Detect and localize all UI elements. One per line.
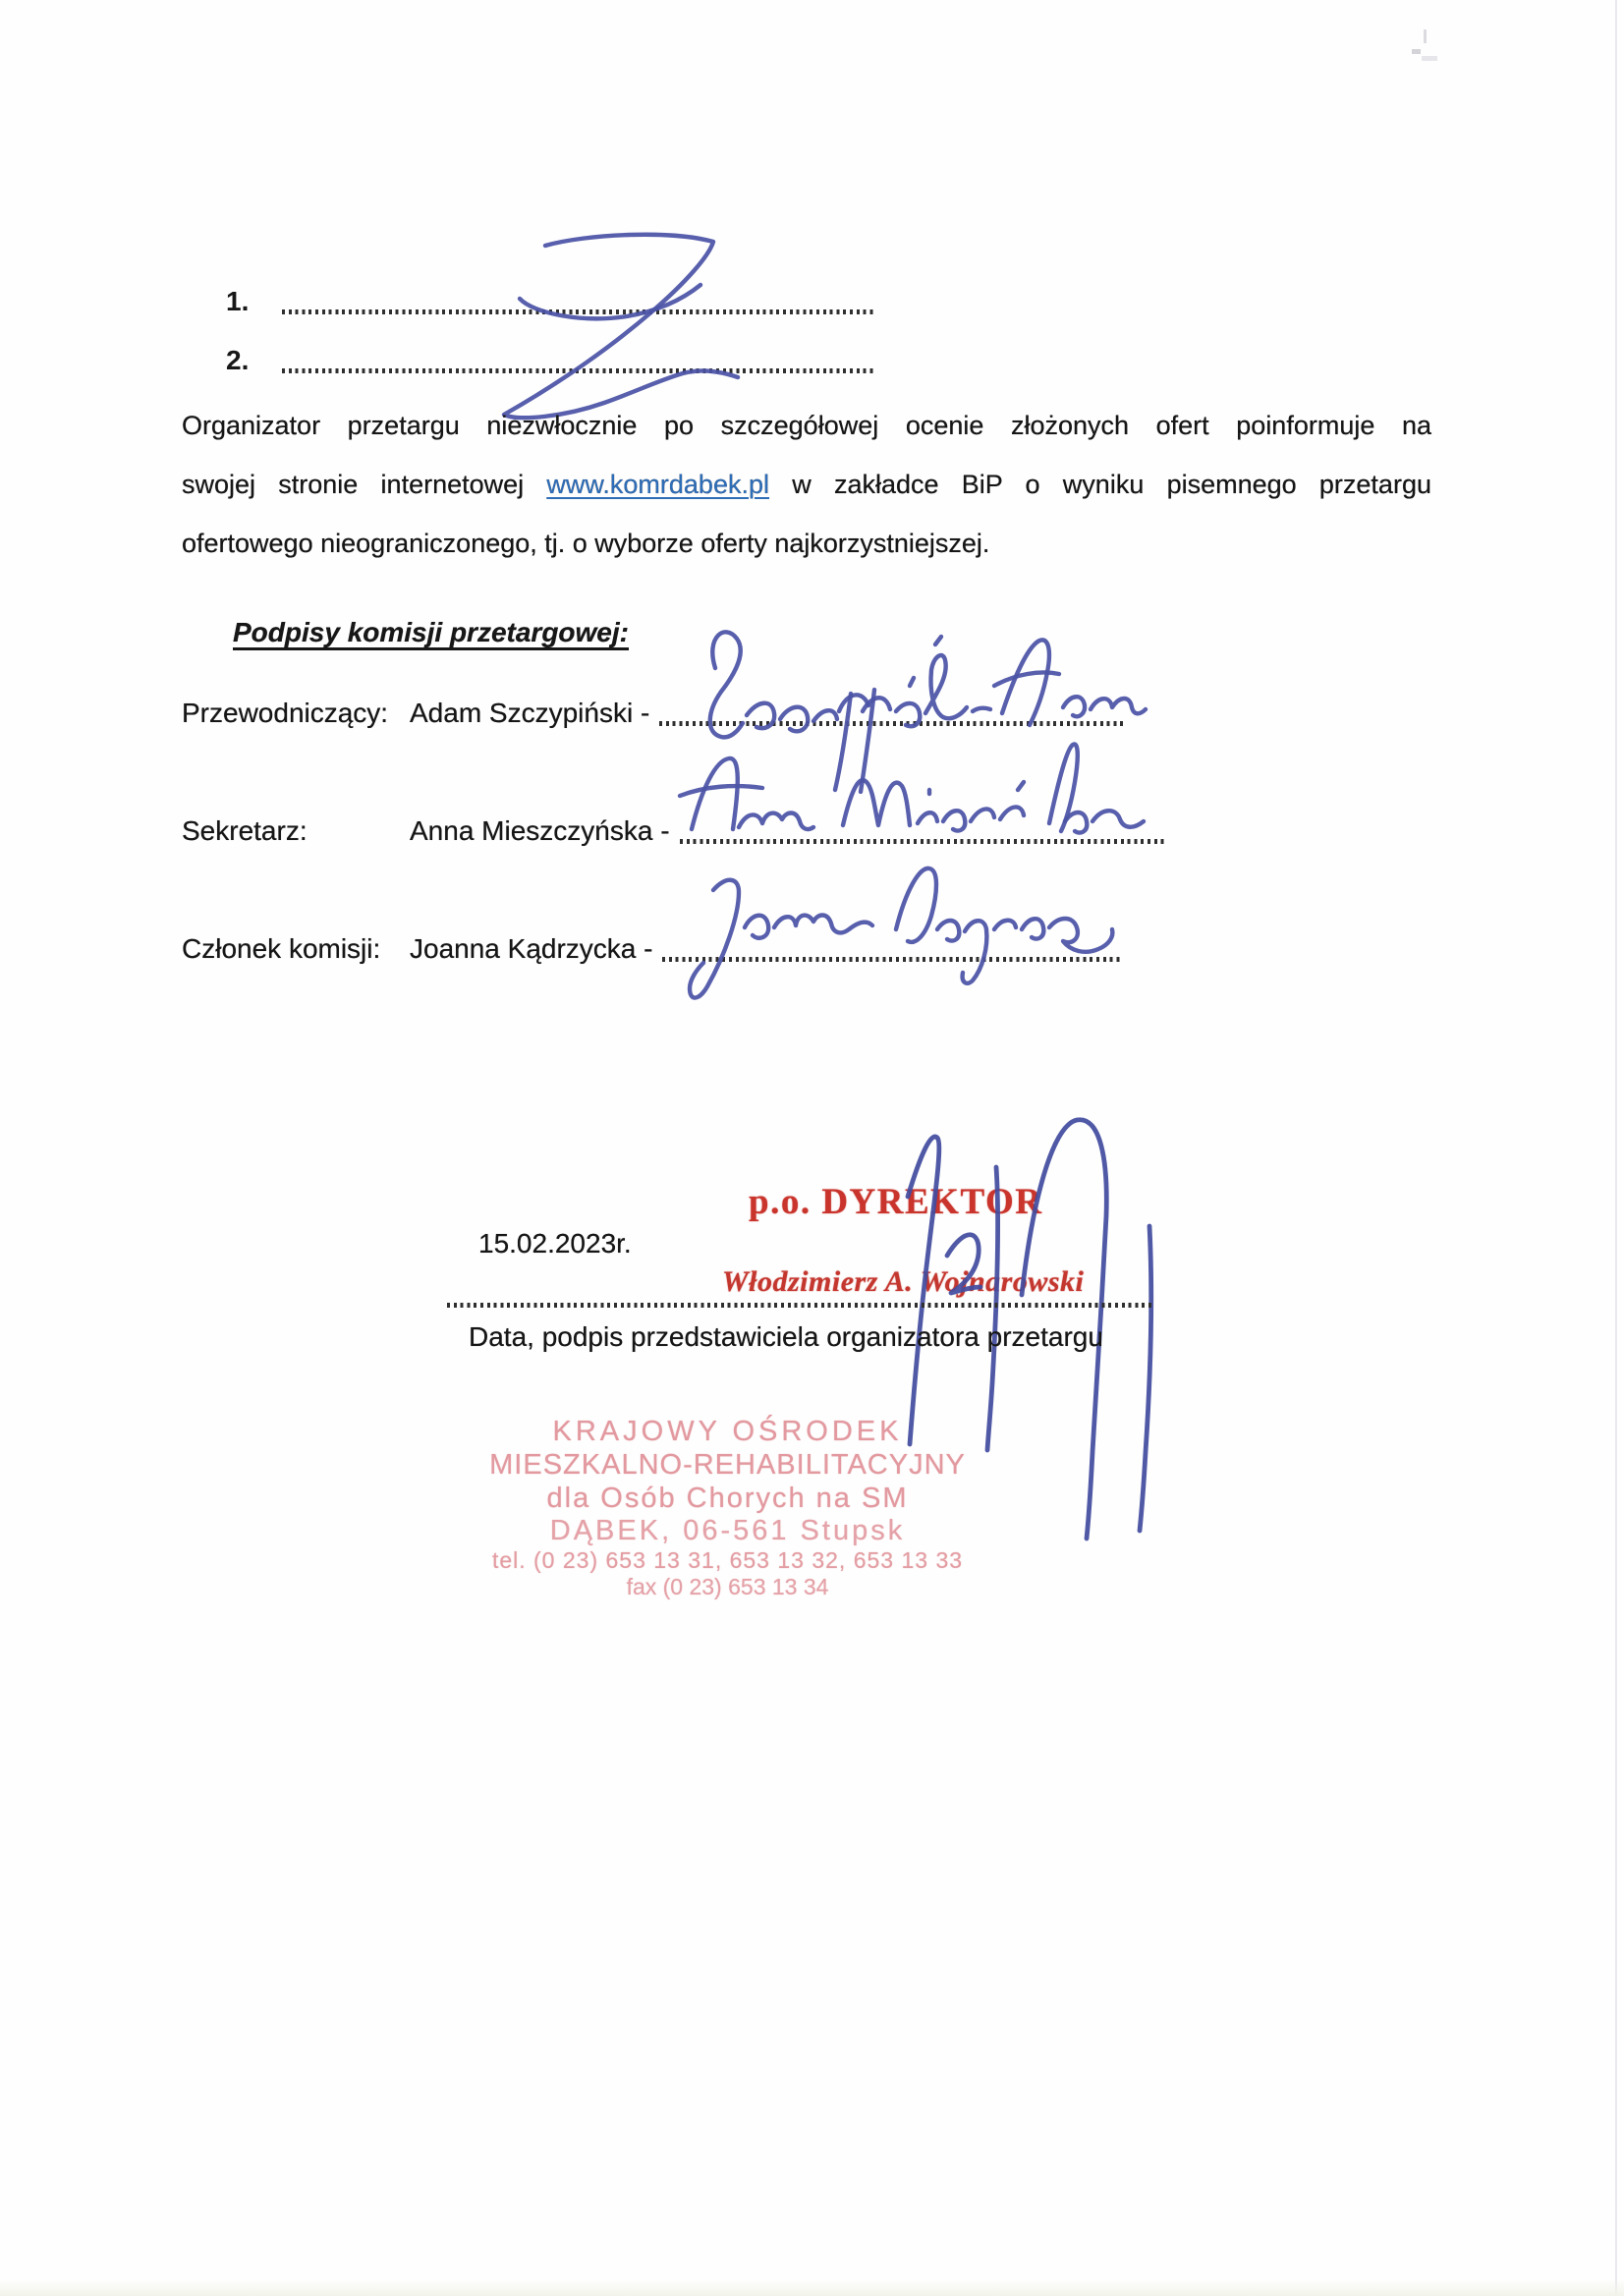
signature-joanna-kadrzycka — [648, 861, 1140, 1008]
member-role: Przewodniczący: — [182, 698, 389, 728]
institution-stamp-line: KRAJOWY OŚRODEK — [552, 1416, 903, 1447]
member-name: Joanna Kądrzycka - — [410, 933, 653, 964]
body-paragraph — [182, 396, 1431, 573]
institution-stamp-line: fax (0 23) 653 13 34 — [626, 1574, 829, 1599]
paragraph-line-2-after: w zakładce BiP o wyniku pisemnego przetargu — [792, 470, 1431, 499]
member-role: Członek komisji: — [182, 933, 381, 964]
signature-anna-mieszczynska — [676, 739, 1177, 867]
director-stamp-title: p.o. DYREKTOR — [749, 1182, 1043, 1222]
paragraph-line-2-before: swojej stronie internetowej — [182, 470, 525, 499]
scan-speck — [1422, 56, 1437, 61]
paragraph-line-1: Organizator przetargu niezwłocznie po szczegółowej ocenie złożonych ofert poinformuje na — [182, 411, 1431, 440]
institution-stamp-line: tel. (0 23) 653 13 31, 653 13 32, 653 13 33 — [491, 1547, 964, 1573]
institution-stamp-line: dla Osób Chorych na SM — [546, 1483, 909, 1514]
member-name: Anna Mieszczyńska - — [410, 815, 670, 846]
paragraph-line-2 — [182, 455, 1431, 514]
date-signature-dotted-line — [447, 1303, 1154, 1308]
date-text: 15.02.2023r. — [478, 1228, 632, 1259]
committee-heading: Podpisy komisji przetargowej: — [233, 617, 629, 647]
signature-caption: Data, podpis przedstawiciela organizatora przetargu — [469, 1321, 1103, 1352]
institution-stamp-line: DĄBEK, 06-561 Stupsk — [549, 1515, 906, 1546]
scan-speck — [1412, 49, 1421, 54]
member-role: Sekretarz: — [182, 815, 308, 846]
institution-stamp — [479, 1415, 976, 1600]
paragraph-line-3: ofertowego nieograniczonego, tj. o wyborze oferty najkorzystniejszej. — [182, 529, 990, 558]
director-stamp-name: Włodzimierz A. Wojnarowski — [722, 1265, 1085, 1298]
list-item-number: 2. — [226, 345, 250, 375]
scan-speck — [1424, 29, 1427, 43]
scan-bottom-tint — [0, 2280, 1624, 2296]
member-name: Adam Szczypiński - — [410, 698, 650, 728]
website-link[interactable]: www.komrdabek.pl — [546, 470, 769, 499]
institution-stamp-line: MIESZKALNO-REHABILITACYJNY — [489, 1449, 966, 1481]
scan-edge-line — [1615, 0, 1617, 2296]
list-item-number: 1. — [226, 286, 250, 316]
